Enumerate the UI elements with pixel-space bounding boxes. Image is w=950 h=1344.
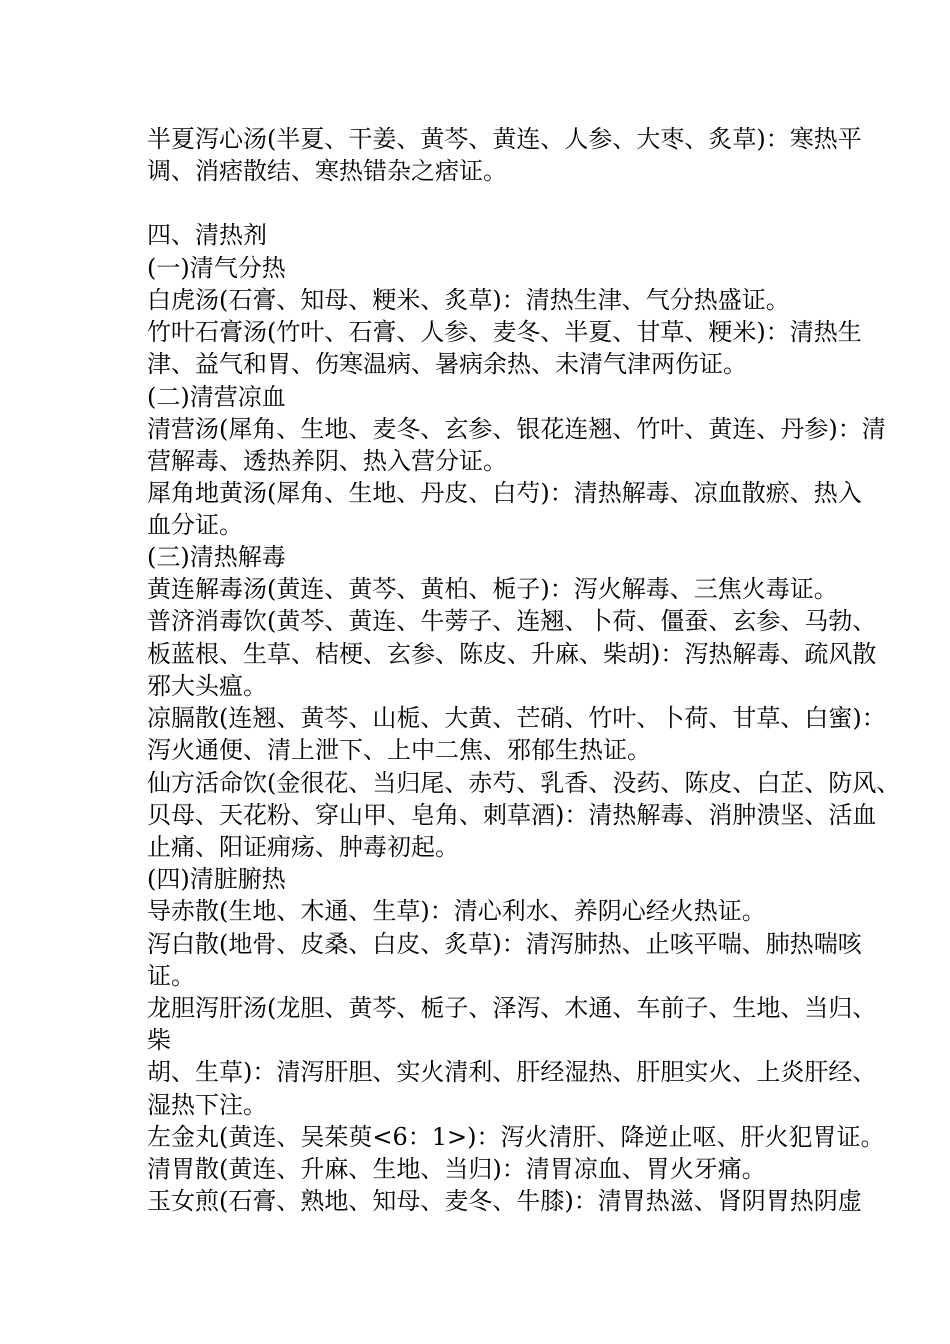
text-line: 仙方活命饮(金很花、当归尾、赤芍、乳香、没药、陈皮、白芷、防风、: [147, 769, 901, 797]
subsection-heading: (四)清脏腑热: [147, 865, 286, 893]
text-line: 清胃散(黄连、升麻、生地、当归)：清胃凉血、胃火牙痛。: [147, 1155, 766, 1183]
text-line: 证。: [147, 962, 195, 990]
text-line: 清营汤(犀角、生地、麦冬、玄参、银花连翘、竹叶、黄连、丹参)：清: [147, 415, 886, 443]
text-line: 血分证。: [147, 511, 243, 539]
text-line: 胡、生草)：清泻肝胆、实火清利、肝经湿热、肝胆实火、上炎肝经、: [147, 1058, 877, 1086]
text-line: 左金丸(黄连、吴茱萸<6：1>)：泻火清肝、降逆止呕、肝火犯胃证。: [147, 1123, 885, 1151]
text-line: 止痛、阳证痈疡、肿毒初起。: [147, 833, 459, 861]
text-line: 犀角地黄汤(犀角、生地、丹皮、白芍)：清热解毒、凉血散瘀、热入: [147, 479, 862, 507]
text-line: 凉膈散(连翘、黄芩、山栀、大黄、芒硝、竹叶、卜荷、甘草、白蜜)：: [147, 704, 886, 732]
section-heading: 四、清热剂: [147, 221, 267, 249]
text-line: 龙胆泻肝汤(龙胆、黄芩、栀子、泽泻、木通、车前子、生地、当归、: [147, 994, 877, 1022]
text-line: 板蓝根、生草、桔梗、玄参、陈皮、升麻、柴胡)：泻热解毒、疏风散: [147, 640, 877, 668]
text-line: 白虎汤(石膏、知母、粳米、炙草)：清热生津、气分热盛证。: [147, 286, 790, 314]
text-line: 泻白散(地骨、皮桑、白皮、炙草)：清泻肺热、止咳平喘、肺热喘咳: [147, 930, 862, 958]
text-line: 邪大头瘟。: [147, 672, 267, 700]
text-line: 竹叶石膏汤(竹叶、石膏、人参、麦冬、半夏、甘草、粳米)：清热生: [147, 318, 862, 346]
subsection-heading: (二)清营凉血: [147, 383, 286, 411]
text-line: 玉女煎(石膏、熟地、知母、麦冬、牛膝)：清胃热滋、肾阴胃热阴虚: [147, 1187, 862, 1215]
text-line: 津、益气和胃、伤寒温病、暑病余热、未清气津两伤证。: [147, 350, 747, 378]
subsection-heading: (三)清热解毒: [147, 543, 286, 571]
text-line: 贝母、天花粉、穿山甲、皂角、刺草酒)：清热解毒、消肿溃坚、活血: [147, 801, 877, 829]
text-line: 半夏泻心汤(半夏、干姜、黄芩、黄连、人参、大枣、炙草)：寒热平: [147, 125, 862, 153]
subsection-heading: (一)清气分热: [147, 254, 286, 282]
text-line: 营解毒、透热养阴、热入营分证。: [147, 447, 507, 475]
text-line: 普济消毒饮(黄芩、黄连、牛蒡子、连翘、卜荷、僵蚕、玄参、马勃、: [147, 607, 877, 635]
text-line: 柴: [147, 1026, 171, 1054]
text-line: 导赤散(生地、木通、生草)：清心利水、养阴心经火热证。: [147, 897, 766, 925]
text-line: 湿热下注。: [147, 1091, 267, 1119]
text-line: 黄连解毒汤(黄连、黄芩、黄柏、栀子)：泻火解毒、三焦火毒证。: [147, 575, 838, 603]
text-line: 泻火通便、清上泄下、上中二焦、邪郁生热证。: [147, 736, 651, 764]
text-line: 调、消痞散结、寒热错杂之痞证。: [147, 157, 507, 185]
